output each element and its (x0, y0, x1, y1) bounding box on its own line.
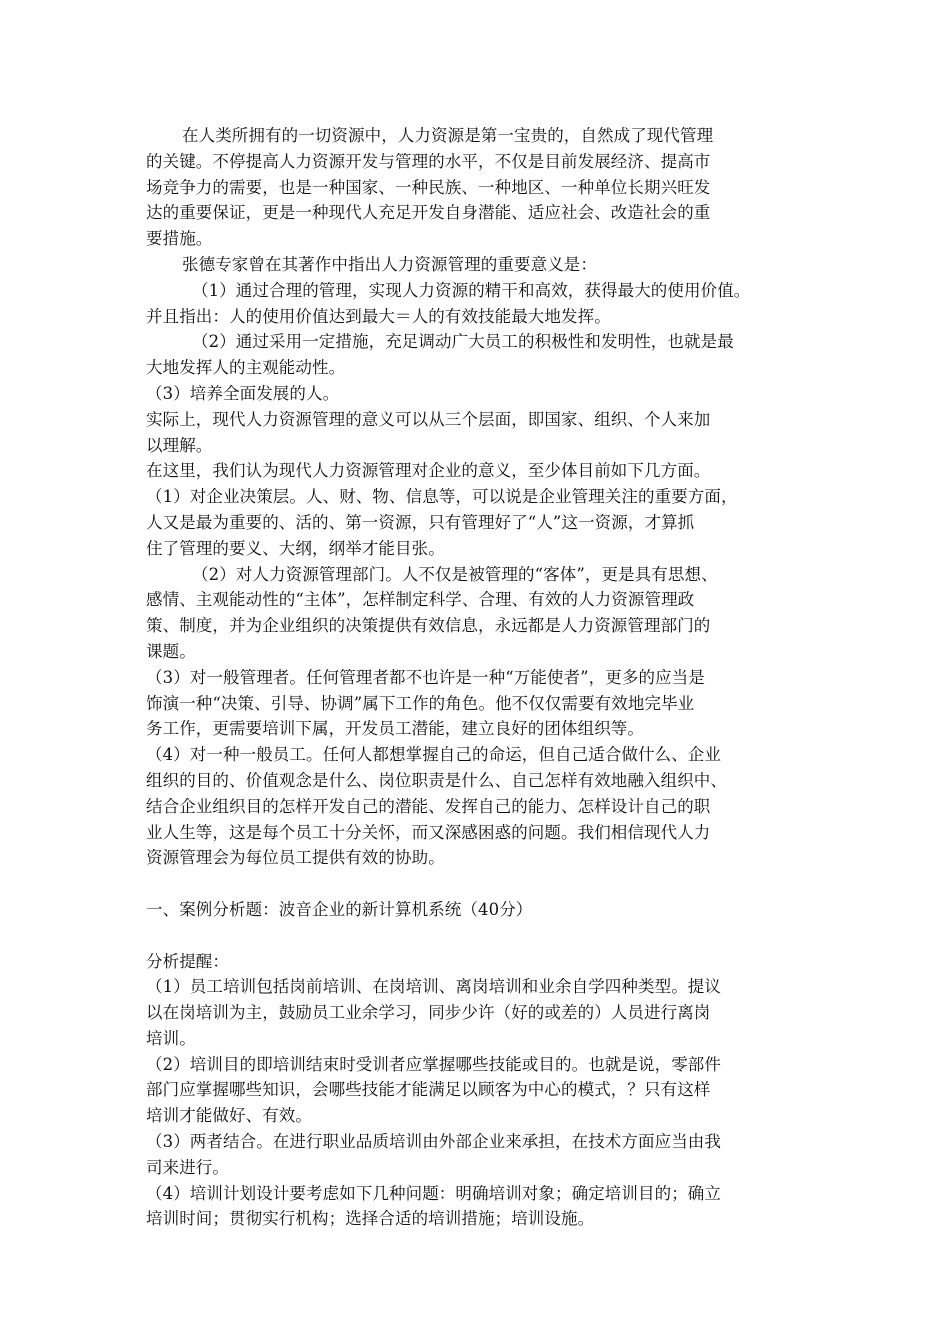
paragraph-line: 张德专家曾在其著作中指出人力资源管理的重要意义是： (182, 254, 597, 274)
paragraph-line: 结合企业组织目的怎样开发自己的潜能、发挥自己的能力、怎样设计自己的职 (146, 796, 711, 816)
document-body (146, 123, 816, 1232)
paragraph-line: （4）对一种一般员工。任何人都想掌握自己的命运，但自己适合做什么、企业 (146, 745, 721, 765)
paragraph-line: 住了管理的要义、大纲，纲举才能目张。 (146, 538, 445, 558)
paragraph-line: 资源管理会为每位员工提供有效的协助。 (146, 848, 445, 868)
paragraph-line: 业人生等，这是每个员工十分关怀，而又深感困惑的问题。我们相信现代人力 (146, 822, 711, 842)
paragraph-line: 组织的目的、价值观念是什么、岗位职责是什么、自己怎样有效地融入组织中、 (146, 770, 727, 790)
paragraph-line: 培训时间；贯彻实行机构；选择合适的培训措施；培训设施。 (146, 1209, 595, 1229)
paragraph-line: 大地发挥人的主观能动性。 (146, 358, 346, 378)
paragraph-line: （2）对人力资源管理部门。人不仅是被管理的“客体”，更是具有思想、 (192, 564, 718, 584)
paragraph-line: 感情、主观能动性的“主体”，怎样制定科学、合理、有效的人力资源管理政 (146, 590, 695, 610)
paragraph-line: （3）培养全面发展的人。 (146, 383, 340, 403)
section-heading: 一、案例分析题：波音企业的新计算机系统（40分） (146, 899, 533, 919)
paragraph-line: 的关键。不停提高人力资源开发与管理的水平，不仅是目前发展经济、提高市 (146, 151, 711, 171)
paragraph-line: （1）对企业决策层。人、财、物、信息等，可以说是企业管理关注的重要方面， (146, 487, 738, 507)
paragraph-line: （1）员工培训包括岗前培训、在岗培训、离岗培训和业余自学四种类型。提议 (146, 977, 721, 997)
paragraph-line: 培训。 (146, 1028, 196, 1048)
paragraph-line: 达的重要保证，更是一种现代人充足开发自身潜能、适应社会、改造社会的重 (146, 203, 711, 223)
paragraph-line: 策、制度，并为企业组织的决策提供有效信息，永远都是人力资源管理部门的 (146, 616, 711, 636)
blank-line (146, 871, 816, 897)
paragraph-line: 务工作，更需要培训下属，开发员工潜能，建立良好的团体组织等。 (146, 719, 644, 739)
paragraph-line: 要措施。 (146, 229, 213, 249)
paragraph-line: （1）通过合理的管理，实现人力资源的精干和高效，获得最大的使用价值。 (192, 280, 751, 300)
blank-line (146, 923, 816, 949)
paragraph-line: 培训才能做好、有效。 (146, 1106, 312, 1126)
paragraph-line: 在这里，我们认为现代人力资源管理对企业的意义，至少体目前如下几方面。 (146, 461, 711, 481)
paragraph-line: （3）对一般管理者。任何管理者都不也许是一种“万能使者”，更多的应当是 (146, 667, 705, 687)
paragraph-line: （4）培训计划设计要考虑如下几种问题：明确培训对象；确定培训目的；确立 (146, 1183, 721, 1203)
paragraph-line: 以在岗培训为主，鼓励员工业余学习，同步少许（好的或差的）人员进行离岗 (146, 1003, 711, 1023)
paragraph-line: 饰演一种“决策、引导、协调”属下工作的角色。他不仅仅需要有效地完毕业 (146, 693, 695, 713)
paragraph-line: 并且指出：人的使用价值达到最大＝人的有效技能最大地发挥。 (146, 306, 611, 326)
paragraph-line: 部门应掌握哪些知识，会哪些技能才能满足以顾客为中心的模式，？只有这样 (146, 1080, 711, 1100)
paragraph-line: 以理解。 (146, 435, 213, 455)
paragraph-line: （2）通过采用一定措施，充足调动广大员工的积极性和发明性，也就是最 (192, 332, 734, 352)
paragraph-line: 在人类所拥有的一切资源中，人力资源是第一宝贵的，自然成了现代管理 (182, 126, 714, 145)
paragraph-line: 课题。 (146, 641, 196, 661)
paragraph-line: 分析提醒： (146, 951, 229, 971)
paragraph-line: （3）两者结合。在进行职业品质培训由外部企业来承担，在技术方面应当由我 (146, 1132, 721, 1152)
paragraph-line: 场竞争力的需要，也是一种国家、一种民族、一种地区、一种单位长期兴旺发 (146, 177, 711, 197)
paragraph-line: 司来进行。 (146, 1157, 229, 1177)
paragraph-line: 实际上，现代人力资源管理的意义可以从三个层面，即国家、组织、个人来加 (146, 409, 711, 429)
paragraph-line: 人又是最为重要的、活的、第一资源，只有管理好了“人”这一资源，才算抓 (146, 512, 695, 532)
paragraph-line: （2）培训目的即培训结束时受训者应掌握哪些技能或目的。也就是说，零部件 (146, 1054, 721, 1074)
